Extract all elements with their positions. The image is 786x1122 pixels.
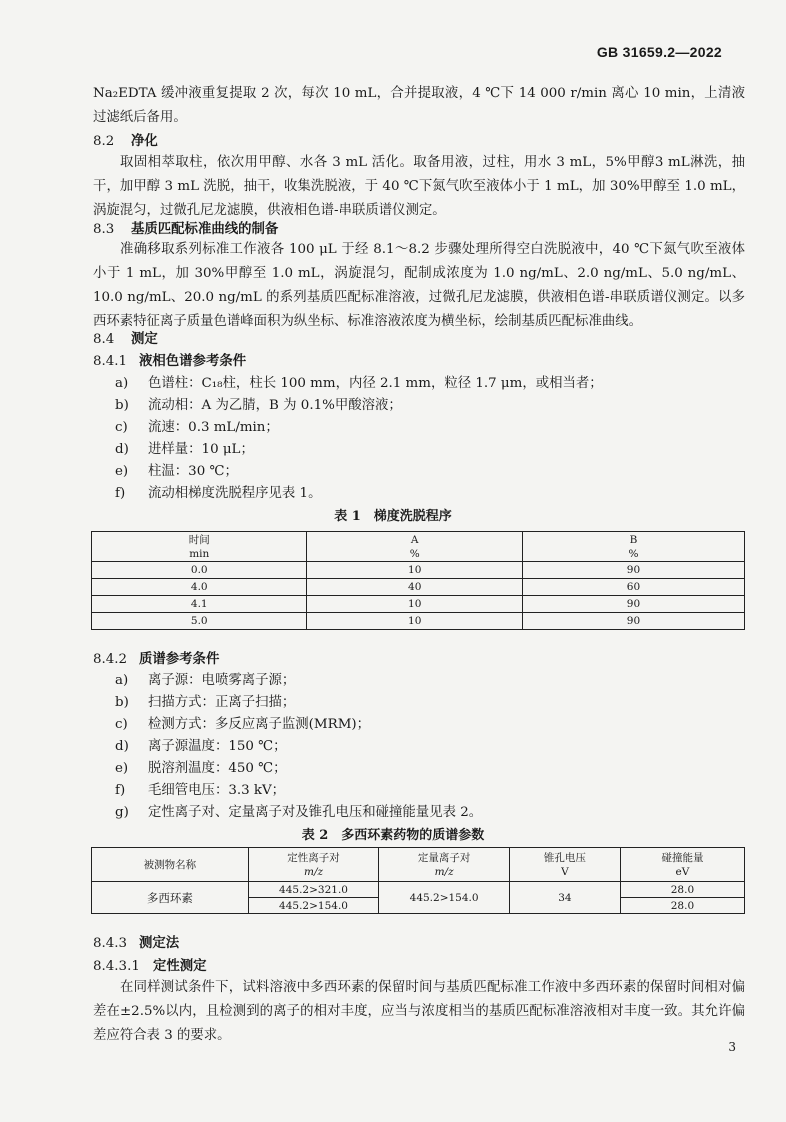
section-8-4-3-heading: 8.4.3 测定法 bbox=[93, 935, 180, 951]
ms-condition-a: a) 离子源：电喷雾离子源； bbox=[115, 673, 296, 688]
lc-condition-f: f) 流动相梯度洗脱程序见表 1。 bbox=[115, 486, 322, 501]
lc-condition-d: d) 进样量：10 μL； bbox=[115, 442, 254, 457]
table-2-caption: 表 2 多西环素药物的质谱参数 bbox=[301, 828, 485, 843]
section-8-4-1-heading: 8.4.1 液相色谱参考条件 bbox=[93, 353, 247, 369]
table-row: 0.0 10 90 bbox=[92, 562, 745, 579]
lc-condition-b: b) 流动相：A 为乙腈，B 为 0.1%甲酸溶液； bbox=[115, 398, 402, 413]
table-header: 碰撞能量 eV bbox=[620, 848, 744, 882]
table-row: 5.0 10 90 bbox=[92, 613, 745, 630]
ms-condition-f: f) 毛细管电压：3.3 kV； bbox=[115, 783, 286, 798]
section-8-2-text: 取固相萃取柱，依次用甲醇、水各 3 mL 活化。取备用液，过柱，用水 3 mL，5%甲醇3 mL淋洗，抽干，加甲醇 3 mL 洗脱，抽干，收集洗脱液，于 40 ℃下氮气吹至液体小于 1 mL，加 30%甲醇至 1.0 mL，涡旋混匀，过微孔尼龙滤膜，供液相色谱-串联质谱仪测定。 bbox=[93, 155, 745, 218]
intro-paragraph: Na₂EDTA 缓冲液重复提取 2 次，每次 10 mL，合并提取液，4 ℃下 14 000 r/min 离心 10 min，上清液过滤纸后备用。 bbox=[93, 86, 745, 125]
table-header: 定性离子对 m/z bbox=[248, 848, 379, 882]
lc-condition-a: a) 色谱柱：C₁₈柱，柱长 100 mm，内径 2.1 mm，粒径 1.7 μm，或相当者； bbox=[115, 376, 603, 391]
section-8-4-heading: 8.4 测定 bbox=[93, 331, 158, 347]
table-header: A % bbox=[307, 532, 522, 562]
section-8-4-3-1-text: 在同样测试条件下，试料溶液中多西环素的保留时间与基质匹配标准工作液中多西环素的保留时间相对偏差在±2.5%以内，且检测到的离子的相对丰度，应当与浓度相当的基质匹配标准溶液相对丰度一致。其允许偏差应符合表 3 的要求。 bbox=[93, 980, 745, 1043]
table-row: 445.2>154.0 28.0 bbox=[92, 898, 745, 914]
section-8-3-heading: 8.3 基质匹配标准曲线的制备 bbox=[93, 221, 279, 237]
section-8-4-2-heading: 8.4.2 质谱参考条件 bbox=[93, 651, 220, 667]
table-header: 时间 min bbox=[92, 532, 307, 562]
ms-parameter-table bbox=[91, 847, 745, 914]
table-header: 锥孔电压 V bbox=[509, 848, 620, 882]
table-row: 多西环素 445.2>321.0 445.2>154.0 34 28.0 bbox=[92, 882, 745, 898]
ms-condition-d: d) 离子源温度：150 ℃； bbox=[115, 739, 287, 754]
ms-condition-c: c) 检测方式：多反应离子监测(MRM)； bbox=[115, 717, 371, 732]
table-header: 定量离子对 m/z bbox=[379, 848, 510, 882]
table-1-caption: 表 1 梯度洗脱程序 bbox=[334, 509, 452, 524]
ms-condition-e: e) 脱溶剂温度：450 ℃； bbox=[115, 761, 287, 776]
table-row: 4.0 40 60 bbox=[92, 579, 745, 596]
table-header: 被测物名称 bbox=[92, 848, 249, 882]
section-8-3-text: 准确移取系列标准工作液各 100 μL 于经 8.1～8.2 步骤处理所得空白洗脱液中，40 ℃下氮气吹至液体小于 1 mL，加 30%甲醇至 1.0 mL，涡旋混匀，配制成浓度为 1.0 ng/mL、2.0 ng/mL、5.0 ng/mL、10.0 ng/mL、20.0 ng/mL 的系列基质匹配标准溶液，过微孔尼龙滤膜，供液相色谱-串联质谱仪测定。以多西环素特征离子质量色谱峰面积为纵坐标、标准溶液浓度为横坐标，绘制基质匹配标准曲线。 bbox=[93, 242, 745, 329]
gradient-table bbox=[91, 531, 745, 630]
section-8-2-heading: 8.2 净化 bbox=[93, 133, 158, 149]
lc-condition-e: e) 柱温：30 ℃； bbox=[115, 464, 238, 479]
section-8-4-3-1-heading: 8.4.3.1 定性测定 bbox=[93, 958, 207, 974]
lc-condition-c: c) 流速：0.3 mL/min； bbox=[115, 420, 279, 435]
standard-number: GB 31659.2—2022 bbox=[596, 44, 722, 60]
ms-condition-g: g) 定性离子对、定量离子对及锥孔电压和碰撞能量见表 2。 bbox=[115, 805, 483, 820]
table-header: B % bbox=[522, 532, 744, 562]
page-number: 3 bbox=[728, 1040, 736, 1054]
table-row: 4.1 10 90 bbox=[92, 596, 745, 613]
ms-condition-b: b) 扫描方式：正离子扫描； bbox=[115, 695, 296, 710]
